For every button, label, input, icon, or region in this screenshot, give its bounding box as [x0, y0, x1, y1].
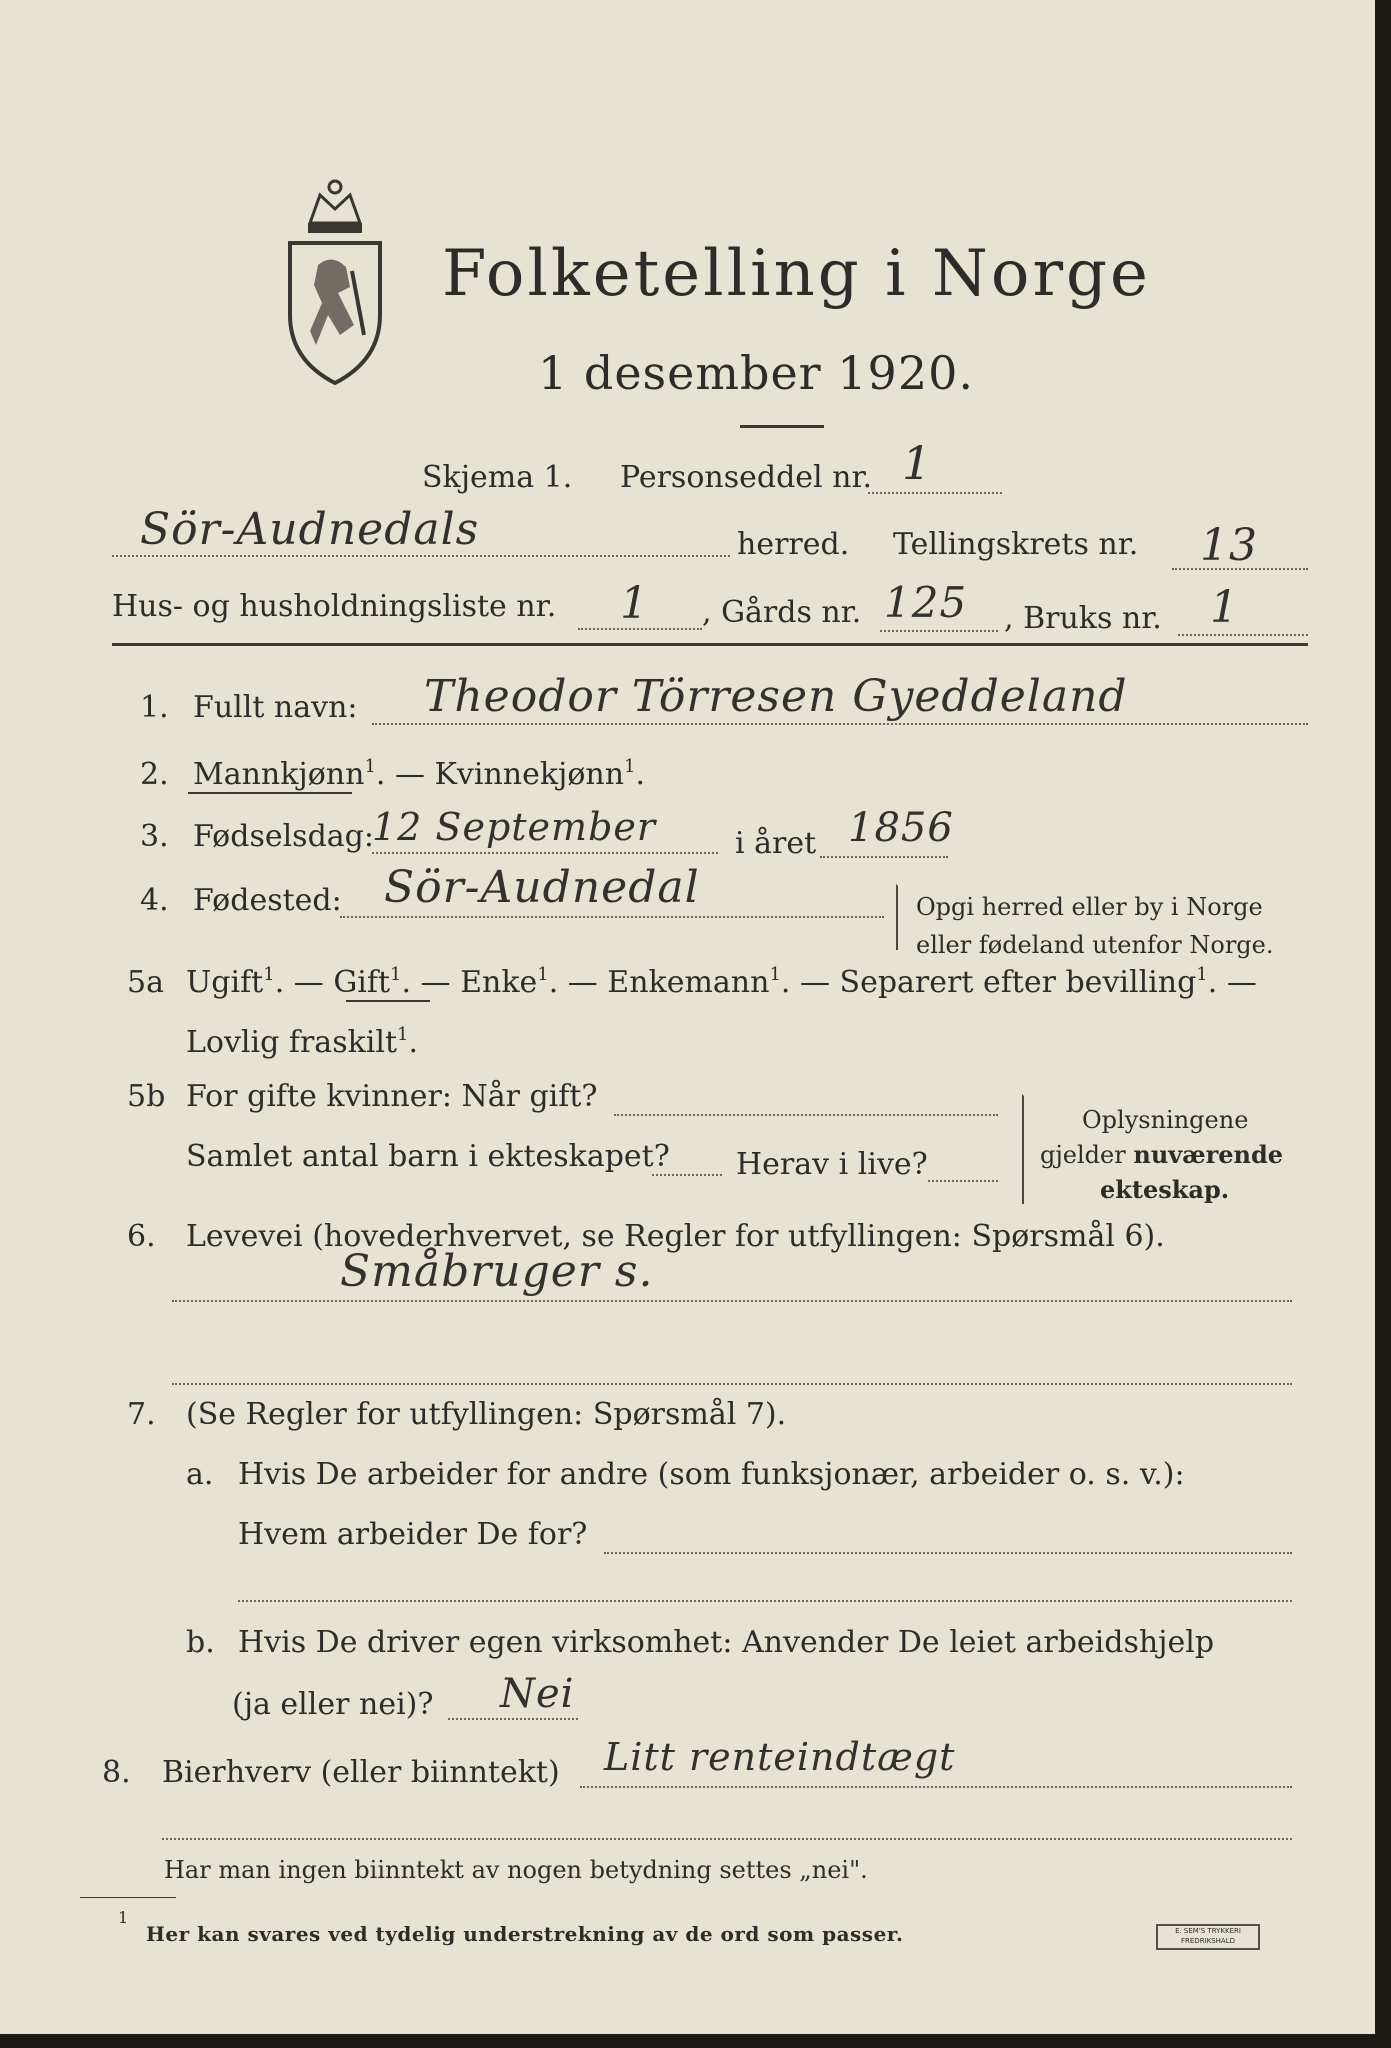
q5b-note-2b: nuværende [1133, 1140, 1284, 1169]
bruks-value: 1 [1210, 582, 1239, 633]
q5a-end: . — [1207, 965, 1257, 1000]
q5b-brace [1022, 1094, 1032, 1204]
q3-label: Fødselsdag: [193, 819, 374, 854]
q5a-sup-3: 1 [537, 964, 549, 985]
q5b-children-line [652, 1174, 722, 1176]
q5b-note-3: ekteskap. [1100, 1175, 1230, 1204]
q5a-enke: . — Enke [401, 965, 538, 1000]
q5a-fraskilt: Lovlig fraskilt [186, 1025, 398, 1060]
q5b-note-2a: gjelder [1040, 1141, 1126, 1169]
q7a-answer-line-2 [238, 1600, 1292, 1602]
q1-label: Fullt navn: [193, 690, 358, 725]
q8-label: Bierhverv (eller biinntekt) [162, 1755, 560, 1790]
q5b-children-label: Samlet antal barn i ekteskapet? [186, 1139, 670, 1174]
q5a-separert: . — Separert efter bevilling [780, 965, 1197, 1000]
q1-value: Theodor Törresen Gyeddeland [424, 671, 1128, 722]
q3-year-label: i året [735, 826, 817, 861]
personseddel-line [868, 492, 1002, 494]
q1-line [372, 723, 1308, 725]
q8-value: Litt renteindtægt [604, 1735, 956, 1779]
q5b-label: For gifte kvinner: Når gift? [186, 1079, 598, 1114]
gards-value: 125 [884, 578, 968, 627]
tellingskrets-label: Tellingskrets nr. [893, 527, 1139, 562]
q6-line-2 [172, 1383, 1292, 1385]
q5b-note-1: Oplysningene [1082, 1106, 1249, 1134]
q5b-number: 5b [127, 1079, 166, 1114]
q5a-sup-5: 1 [1196, 964, 1208, 985]
title-rule [740, 425, 824, 428]
q8-line [580, 1786, 1292, 1788]
q5a-gift: Gift [333, 965, 391, 1000]
q6-value: Småbruger s. [340, 1246, 654, 1297]
q2-end: . [635, 757, 646, 792]
q6-label: Levevei (hovederhvervet, se Regler for utfyllingen: Spørsmål 6). [186, 1219, 1165, 1254]
printer-line-1: E. SEM'S TRYKKERI [1175, 1927, 1241, 1935]
note-nei: Har man ingen biinntekt av nogen betydning settes „nei". [164, 1856, 868, 1884]
q4-value: Sör-Audnedal [384, 862, 700, 913]
herred-label: herred. [737, 527, 850, 562]
q5a-sup-1: 1 [263, 964, 275, 985]
hus-value: 1 [620, 578, 649, 629]
scan-edge-bottom [0, 2034, 1391, 2048]
header-rule [112, 643, 1308, 646]
q7a-line-1: Hvis De arbeider for andre (som funksjonær, arbeider o. s. v.): [238, 1457, 1185, 1492]
q7-number: 7. [127, 1397, 156, 1432]
printer-stamp [1156, 1924, 1260, 1950]
gards-line [880, 630, 998, 632]
coat-of-arms-icon [280, 175, 390, 390]
q2-options [193, 756, 646, 792]
q5a-sup-4: 1 [769, 964, 781, 985]
form-title: Folketelling i Norge [442, 237, 1151, 311]
q5a-options [186, 964, 1257, 1000]
q3-year-line [820, 856, 948, 858]
q5a-number: 5a [127, 965, 164, 1000]
q4-label: Fødested: [193, 883, 342, 918]
q3-year-value: 1856 [848, 805, 954, 851]
q7a-answer-line [604, 1552, 1292, 1554]
q8-line-2 [162, 1838, 1292, 1840]
q4-note-2: eller fødeland utenfor Norge. [916, 931, 1274, 959]
q2-number: 2. [140, 757, 169, 792]
gards-label: , Gårds nr. [702, 595, 862, 630]
tellingskrets-value: 13 [1200, 520, 1258, 571]
q4-line [340, 916, 884, 918]
skjema-label: Skjema 1. [422, 460, 573, 495]
q2-male-underline [188, 792, 352, 794]
q6-number: 6. [127, 1219, 156, 1254]
q7b-letter: b. [186, 1625, 215, 1660]
q2-sup-1: 1 [364, 756, 376, 777]
printer-line-2: FREDRIKSHALD [1180, 1937, 1235, 1945]
q5a-enkemann: . — Enkemann [548, 965, 770, 1000]
q5a-sup-2: 1 [390, 964, 402, 985]
q8-number: 8. [102, 1755, 131, 1790]
q4-number: 4. [140, 883, 169, 918]
q2-female: Kvinnekjønn [434, 757, 625, 792]
bruks-label: , Bruks nr. [1004, 601, 1162, 636]
scan-edge-right [1375, 0, 1391, 2048]
q7a-letter: a. [186, 1457, 214, 1492]
q7b-value: Nei [500, 1671, 575, 1717]
q5a-sup-6: 1 [397, 1024, 409, 1045]
q5b-note-2 [1040, 1140, 1284, 1169]
q5a-gift-underline [346, 1000, 430, 1002]
personseddel-value: 1 [902, 436, 933, 490]
q5b-alive-label: Herav i live? [736, 1147, 928, 1182]
q3-number: 3. [140, 819, 169, 854]
q1-number: 1. [140, 690, 169, 725]
q2-sup-2: 1 [624, 756, 636, 777]
q6-line-1 [172, 1300, 1292, 1302]
q2-sep: . — [375, 757, 435, 792]
herred-line [112, 555, 730, 557]
q7a-line-2: Hvem arbeider De for? [238, 1517, 588, 1552]
q5a-dash: . — [274, 965, 334, 1000]
q5a-ugift: Ugift [186, 965, 264, 1000]
q3-value: 12 September [372, 805, 657, 849]
bruks-line [1178, 634, 1308, 636]
footnote-rule [80, 1897, 176, 1898]
form-date: 1 desember 1920. [538, 346, 974, 400]
q5a-line2 [186, 1024, 419, 1060]
q7-label: (Se Regler for utfyllingen: Spørsmål 7). [186, 1397, 787, 1432]
q7b-answer-line [448, 1718, 578, 1720]
q5b-alive-line [928, 1180, 998, 1182]
footnote-text: Her kan svares ved tydelig understrekning av de ord som passer. [146, 1922, 904, 1946]
footnote-mark: 1 [118, 1908, 129, 1927]
q4-note-1: Opgi herred eller by i Norge [916, 893, 1263, 921]
q3-line [372, 852, 718, 854]
herred-value: Sör-Audnedals [140, 504, 480, 555]
q7b-line-2: (ja eller nei)? [232, 1687, 434, 1722]
q4-brace [896, 884, 906, 950]
personseddel-label: Personseddel nr. [620, 460, 873, 495]
q5a-fraskilt-end: . [408, 1025, 419, 1060]
q5b-married-line [614, 1114, 998, 1116]
q7b-line-1: Hvis De driver egen virksomhet: Anvender De leiet arbeidshjelp [238, 1625, 1215, 1660]
hus-label: Hus- og husholdningsliste nr. [112, 589, 557, 624]
q2-male: Mannkjønn [193, 757, 365, 792]
